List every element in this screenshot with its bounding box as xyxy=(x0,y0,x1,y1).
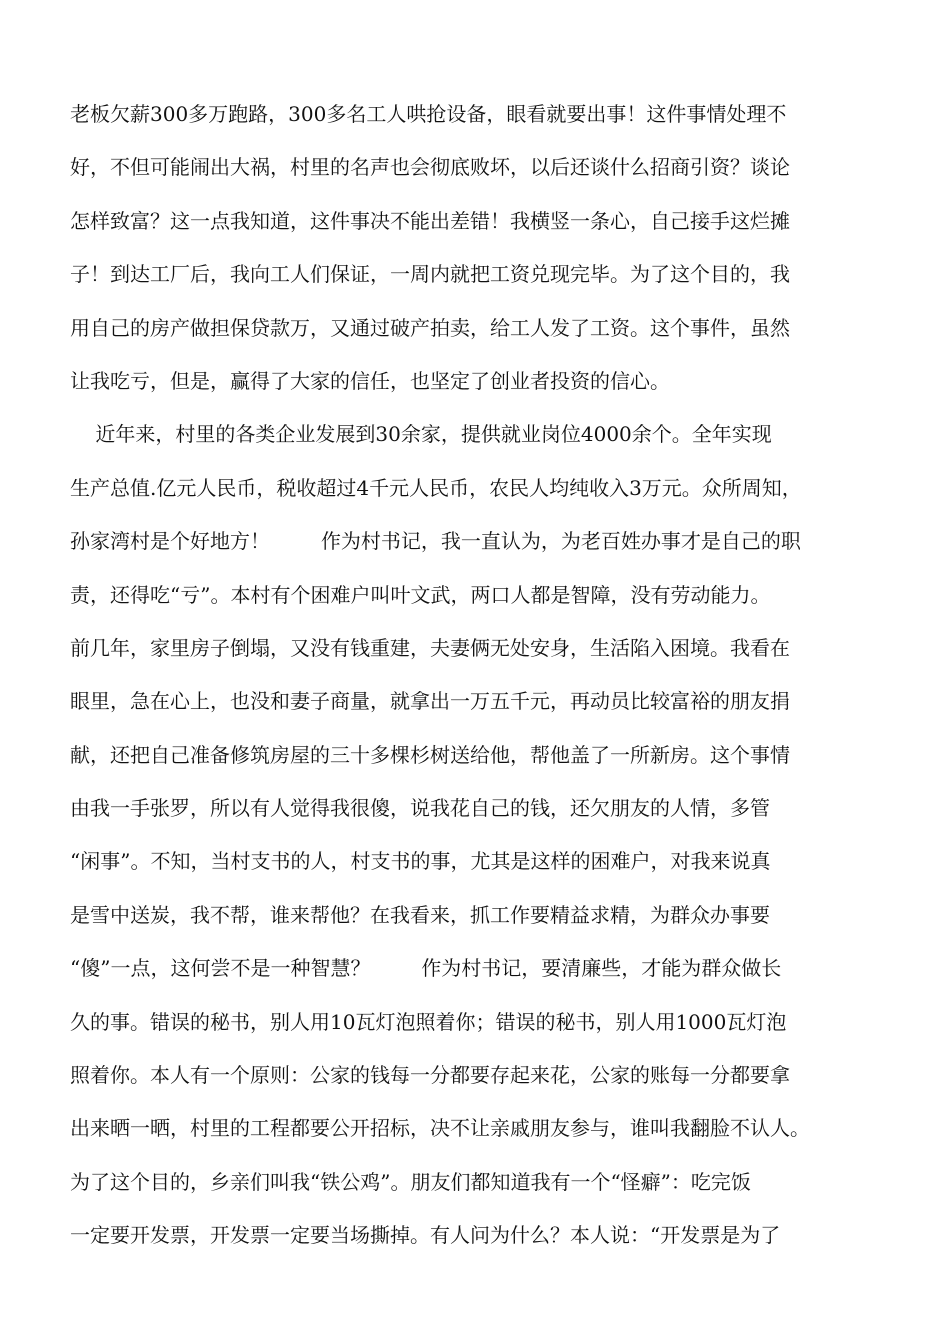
text-line: 照着你。本人有一个原则：公家的钱每一分都要存起来花，公家的账每一分都要拿 xyxy=(70,1063,790,1088)
text-line: “闲事”。不知，当村支书的人，村支书的事，尤其是这样的困难户，对我来说真 xyxy=(70,849,771,874)
text-line: “傻”一点，这何尝不是一种智慧？ 作为村书记，要清廉些，才能为群众做长 xyxy=(70,956,782,981)
text-line: 让我吃亏，但是，赢得了大家的信任，也坚定了创业者投资的信心。 xyxy=(70,368,670,393)
text-line: 用自己的房产做担保贷款万，又通过破产拍卖，给工人发了工资。这个事件，虽然 xyxy=(70,315,790,340)
text-line: 出来晒一晒，村里的工程都要公开招标，决不让亲戚朋友参与，谁叫我翻脸不认人。 xyxy=(70,1116,810,1141)
text-line: 眼里，急在心上，也没和妻子商量，就拿出一万五千元，再动员比较富裕的朋友捐 xyxy=(70,689,790,714)
text-line: 好，不但可能闹出大祸，村里的名声也会彻底败坏，以后还谈什么招商引资？谈论 xyxy=(70,155,790,180)
text-line: 生产总值.亿元人民币，税收超过4千元人民币，农民人均纯收入3万元。众所周知， xyxy=(70,475,802,500)
document-body xyxy=(70,88,885,1263)
text-line: 老板欠薪300多万跑路，300多名工人哄抢设备，眼看就要出事！这件事情处理不 xyxy=(70,102,787,126)
text-line: 前几年，家里房子倒塌，又没有钱重建，夫妻俩无处安身，生活陷入困境。我看在 xyxy=(70,635,790,660)
text-line: 责，还得吃“亏”。本村有个困难户叫叶文武，两口人都是智障，没有劳动能力。 xyxy=(70,582,771,607)
text-line: 孙家湾村是个好地方！ 作为村书记，我一直认为，为老百姓办事才是自己的职 xyxy=(70,529,801,554)
text-line: 子！到达工厂后，我向工人们保证，一周内就把工资兑现完毕。为了这个目的，我 xyxy=(70,262,790,287)
text-line: 久的事。错误的秘书，别人用10瓦灯泡照着你；错误的秘书，别人用1000瓦灯泡 xyxy=(70,1009,787,1034)
text-line: 由我一手张罗，所以有人觉得我很傻，说我花自己的钱，还欠朋友的人情，多管 xyxy=(70,796,770,821)
text-line: 是雪中送炭，我不帮，谁来帮他？在我看来，抓工作要精益求精，为群众办事要 xyxy=(70,902,770,927)
text-line: 一定要开发票，开发票一定要当场撕掉。有人问为什么？本人说：“开发票是为了 xyxy=(70,1223,781,1248)
text-line: 怎样致富？这一点我知道，这件事决不能出差错！我横竖一条心，自己接手这烂摊 xyxy=(70,208,790,233)
text-line: 为了这个目的，乡亲们叫我“铁公鸡”。朋友们都知道我有一个“怪癖”：吃完饭 xyxy=(70,1169,751,1194)
text-line: 近年来，村里的各类企业发展到30余家，提供就业岗位4000余个。全年实现 xyxy=(70,422,772,447)
text-line: 献，还把自己准备修筑房屋的三十多棵杉树送给他，帮他盖了一所新房。这个事情 xyxy=(70,742,790,767)
